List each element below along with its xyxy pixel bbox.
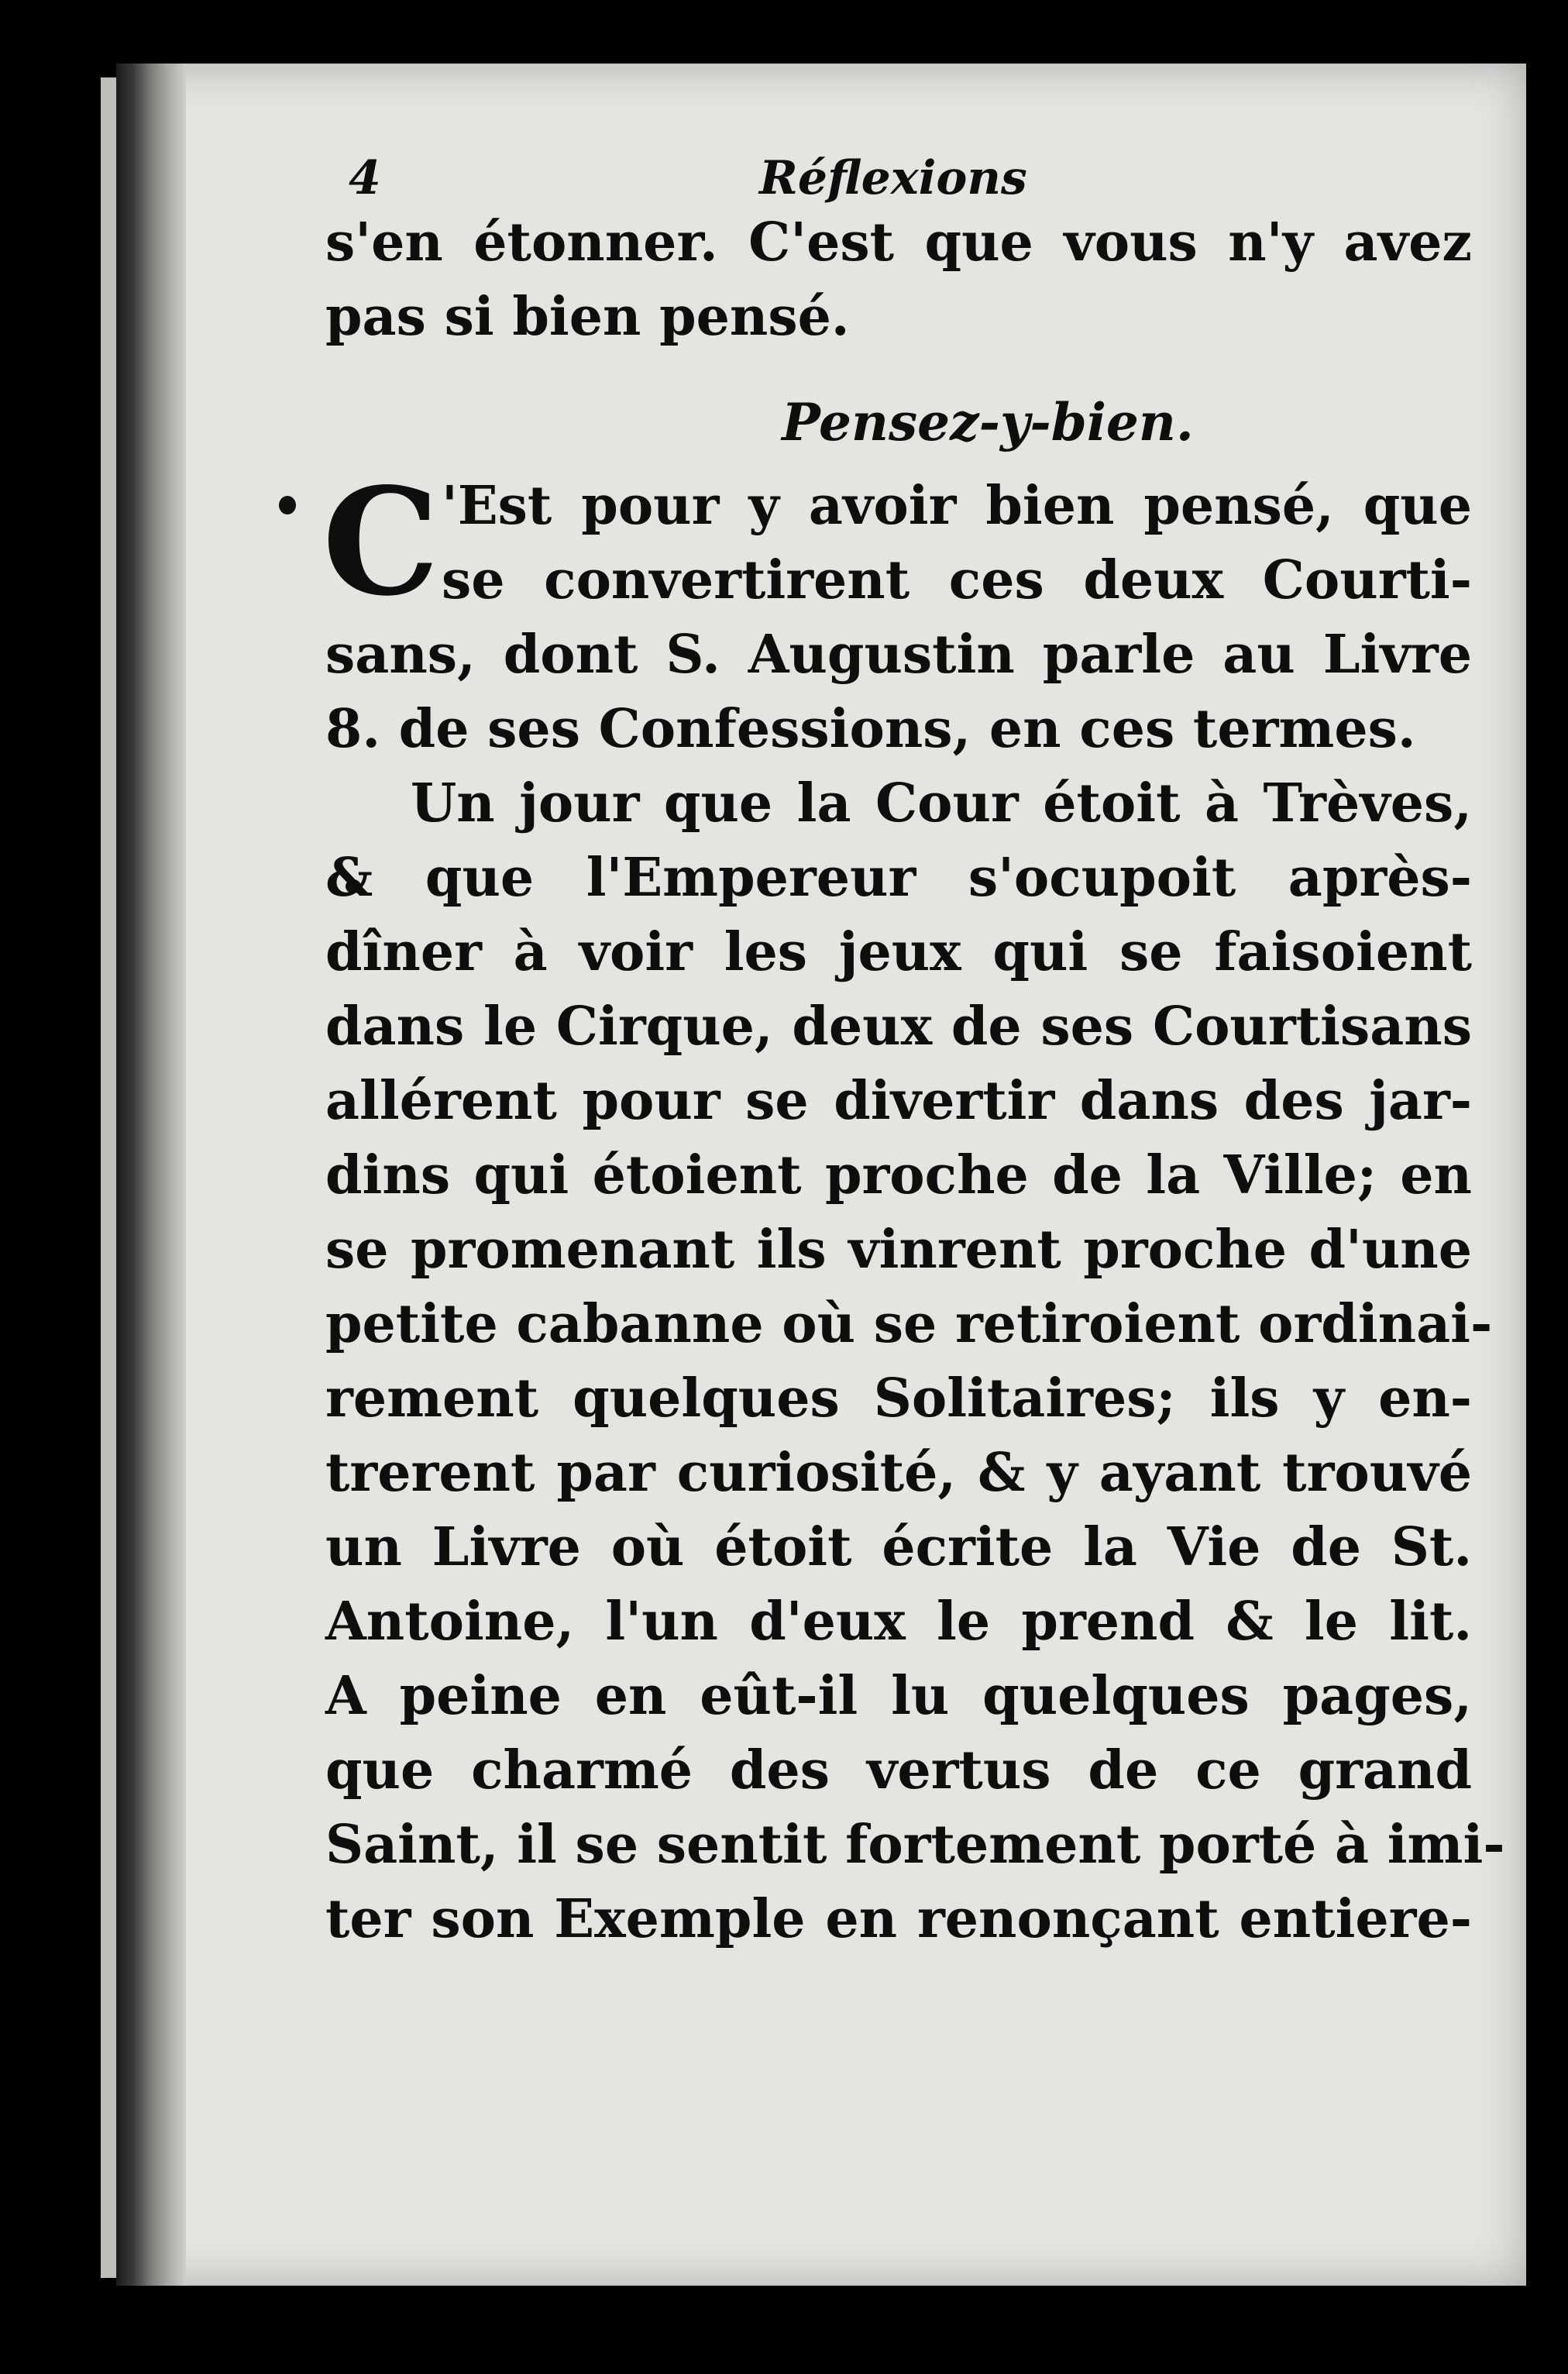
text-line: que charmé des vertus de ce grand	[325, 1739, 1472, 1801]
text-line: se convertirent ces deux Courti-	[442, 549, 1472, 611]
paragraph-2	[325, 766, 1505, 1956]
text-line: se promenant ils vinrent proche d'une	[325, 1219, 1472, 1281]
text-line: sans, dont S. Augustin parle au Livre	[325, 624, 1472, 686]
text-line: pas si bien pensé.	[325, 286, 850, 348]
book-gutter	[116, 64, 186, 2286]
drop-cap: C	[322, 456, 440, 628]
ink-spot	[279, 496, 296, 514]
text-line: petite cabanne où se retiroient ordinai-	[325, 1293, 1493, 1355]
text-line: & que l'Empereur s'ocupoit après-	[325, 847, 1472, 909]
text-line: dîner à voir les jeux qui se faisoient	[325, 921, 1472, 983]
text-line: rement quelques Solitaires; ils y en-	[325, 1368, 1472, 1430]
text-line: 'Est pour y avoir bien pensé, que	[442, 475, 1472, 537]
paragraph-1	[322, 456, 1472, 766]
running-head-title: Réflexions	[759, 151, 1027, 205]
text-line: trerent par curiosité, & y ayant trouvé	[325, 1442, 1472, 1504]
text-line: un Livre où étoit écrite la Vie de St.	[325, 1516, 1472, 1578]
text-line: ter son Exemple en renonçant entiere-	[325, 1888, 1472, 1950]
text-line: s'en étonner. C'est que vous n'y avez	[325, 212, 1472, 274]
page-text	[322, 151, 1505, 1956]
text-line: Saint, il se sentit fortement porté à imi-	[325, 1814, 1505, 1876]
text-line: dins qui étoient proche de la Ville; en	[325, 1144, 1472, 1206]
text-line: allérent pour se divertir dans des jar-	[325, 1070, 1472, 1132]
text-line: dans le Cirque, deux de ses Courtisans	[325, 996, 1472, 1058]
running-head	[325, 151, 1472, 205]
text-line: Antoine, l'un d'eux le prend & le lit.	[325, 1591, 1472, 1653]
text-line: Un jour que la Cour étoit à Trèves,	[411, 772, 1472, 834]
page-number: 4	[349, 151, 381, 205]
text-line: A peine en eût-il lu quelques pages,	[325, 1665, 1472, 1727]
page-edge	[101, 77, 118, 2278]
section-title: Pensez-y-bien.	[782, 392, 1194, 452]
text-line: 8. de ses Confessions, en ces termes.	[325, 698, 1416, 760]
